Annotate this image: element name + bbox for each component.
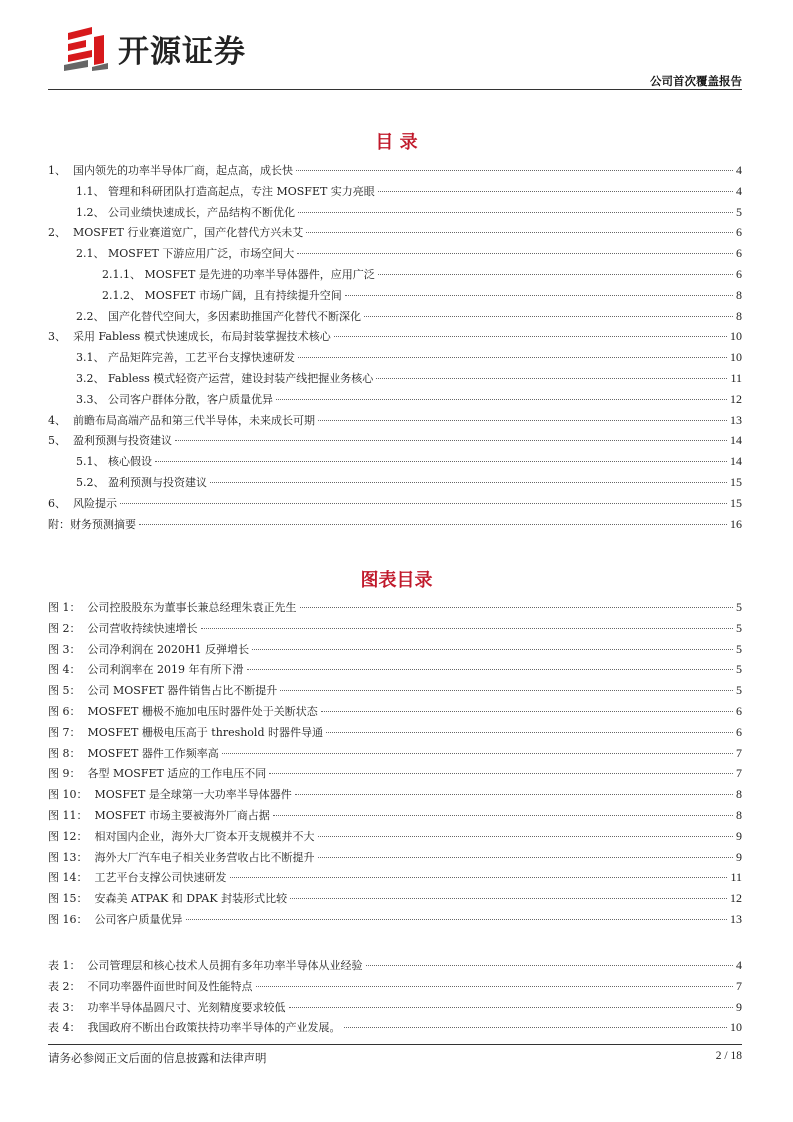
toc-entry-number: 附： bbox=[48, 517, 70, 531]
figure-entry[interactable] bbox=[48, 784, 742, 804]
toc-entry-number: 5、 bbox=[48, 434, 73, 448]
toc-entry-number: 2.1、 bbox=[76, 247, 108, 261]
figure-entry-page: 5 bbox=[736, 600, 742, 614]
table-entry[interactable] bbox=[48, 1017, 742, 1037]
toc-entry-number: 1.1、 bbox=[76, 184, 108, 198]
figure-entry-page: 11 bbox=[730, 870, 742, 885]
figure-entry[interactable] bbox=[48, 867, 742, 887]
logo-mark-icon bbox=[62, 25, 110, 71]
toc-entry-page: 4 bbox=[736, 183, 742, 198]
toc-entry-page: 10 bbox=[730, 350, 742, 365]
dot-leader bbox=[326, 732, 733, 733]
table-entry[interactable] bbox=[48, 997, 742, 1017]
page-number: 2 / 18 bbox=[715, 1050, 742, 1062]
brand-logo bbox=[62, 24, 246, 72]
figure-entry-title: 工艺平台支撑公司快速研发 bbox=[94, 871, 227, 885]
dot-leader bbox=[139, 524, 727, 525]
figure-entry[interactable] bbox=[48, 639, 742, 659]
figure-entry-number: 图 11： bbox=[48, 809, 95, 822]
figure-entry-title: 公司营收持续快速增长 bbox=[87, 621, 198, 635]
toc-entry[interactable] bbox=[48, 451, 742, 471]
dot-leader bbox=[222, 753, 733, 754]
toc-entry-title: MOSFET 市场广阔，且有持续提升空间 bbox=[144, 288, 342, 302]
table-entry-page: 10 bbox=[730, 1020, 742, 1035]
toc-entry[interactable] bbox=[48, 410, 742, 430]
dot-leader bbox=[378, 274, 733, 275]
figure-entry-number: 图 1： bbox=[48, 601, 88, 614]
toc-entry-number: 1、 bbox=[48, 164, 73, 177]
figure-entry[interactable] bbox=[48, 805, 742, 825]
figure-entry[interactable] bbox=[48, 888, 742, 908]
figure-entry[interactable] bbox=[48, 680, 742, 700]
toc-entry-number: 6、 bbox=[48, 496, 73, 510]
figure-entry-title: 海外大厂汽车电子相关业务营收占比不断提升 bbox=[94, 850, 315, 864]
toc-entry[interactable] bbox=[48, 285, 742, 305]
figure-entry-page: 12 bbox=[730, 891, 742, 906]
header-divider bbox=[48, 89, 742, 90]
figure-entry-number: 图 8： bbox=[48, 746, 88, 760]
dot-leader bbox=[276, 399, 727, 400]
toc-entry-number: 1.2、 bbox=[76, 205, 108, 219]
toc-entry-number: 5.1、 bbox=[76, 455, 108, 469]
toc-entry-number: 5.2、 bbox=[76, 476, 108, 489]
toc-entry-page: 8 bbox=[736, 287, 742, 302]
toc-entry[interactable] bbox=[48, 160, 742, 180]
toc-entry-title: 盈利预测与投资建议 bbox=[108, 476, 207, 489]
table-entry-number: 表 4： bbox=[48, 1021, 88, 1035]
footer-divider bbox=[48, 1044, 742, 1045]
figure-entry-title: MOSFET 器件工作频率高 bbox=[87, 746, 219, 760]
toc-entry[interactable] bbox=[48, 243, 742, 263]
toc-entry[interactable] bbox=[48, 264, 742, 284]
dot-leader bbox=[120, 503, 727, 504]
figure-entry-page: 5 bbox=[736, 683, 742, 698]
dot-leader bbox=[321, 711, 733, 712]
figure-entry-title: 公司 MOSFET 器件销售占比不断提升 bbox=[87, 684, 278, 698]
toc-entry-number: 2.2、 bbox=[76, 309, 108, 323]
table-entry-title: 不同功率器件面世时间及性能特点 bbox=[87, 979, 253, 993]
toc-entry-page: 15 bbox=[730, 495, 742, 510]
figure-entry-number: 图 6： bbox=[48, 705, 88, 718]
toc-entry-page: 6 bbox=[736, 267, 742, 281]
table-entry[interactable] bbox=[48, 976, 742, 996]
figure-entry-title: MOSFET 市场主要被海外厂商占据 bbox=[94, 809, 270, 822]
toc-entry-number: 3.1、 bbox=[76, 351, 108, 365]
figure-entry-page: 5 bbox=[736, 662, 742, 677]
toc-entry-title: 国产化替代空间大，多因素助推国产化替代不断深化 bbox=[108, 309, 361, 323]
figure-entry[interactable] bbox=[48, 909, 742, 929]
dot-leader bbox=[376, 378, 727, 379]
toc-entry-title: Fabless 模式轻资产运营，建设封装产线把握业务核心 bbox=[108, 372, 374, 385]
table-entry-page: 4 bbox=[736, 958, 742, 972]
dot-leader bbox=[252, 649, 733, 650]
table-entry-number: 表 1： bbox=[48, 959, 88, 972]
dot-leader bbox=[344, 1027, 728, 1028]
figure-entry-page: 9 bbox=[736, 828, 742, 843]
logo-text: 开源证券 bbox=[118, 33, 246, 70]
toc-entry-title: 前瞻布局高端产品和第三代半导体，未来成长可期 bbox=[73, 413, 315, 427]
figure-entry-title: 公司净利润在 2020H1 反弹增长 bbox=[87, 642, 250, 656]
toc-entry-number: 2.1.2、 bbox=[102, 288, 145, 302]
dot-leader bbox=[297, 253, 733, 254]
toc-entry-page: 6 bbox=[736, 246, 742, 261]
dot-leader bbox=[280, 690, 733, 691]
dot-leader bbox=[175, 440, 727, 441]
toc-entry-title: 核心假设 bbox=[108, 455, 152, 469]
toc-entry-page: 6 bbox=[736, 225, 742, 240]
figure-entry-title: 安森美 ATPAK 和 DPAK 封装形式比较 bbox=[94, 892, 288, 906]
dot-leader bbox=[290, 898, 727, 899]
figure-entry[interactable] bbox=[48, 847, 742, 867]
dot-leader bbox=[334, 336, 727, 337]
toc-entry-page: 4 bbox=[736, 163, 742, 177]
figure-entry-number: 图 5： bbox=[48, 684, 88, 698]
toc-entry-page: 5 bbox=[736, 204, 742, 219]
table-entry-number: 表 2： bbox=[48, 979, 88, 993]
dot-leader bbox=[345, 295, 733, 296]
toc-entry-number: 3.3、 bbox=[76, 392, 108, 406]
dot-leader bbox=[295, 794, 733, 795]
figure-entry-page: 6 bbox=[736, 724, 742, 739]
figure-entry-title: 各型 MOSFET 适应的工作电压不同 bbox=[87, 767, 267, 781]
toc-entry[interactable] bbox=[48, 326, 742, 346]
figure-entry-number: 图 3： bbox=[48, 642, 88, 656]
table-entry-title: 我国政府不断出台政策扶持功率半导体的产业发展。 bbox=[87, 1021, 341, 1035]
toc-entry-number: 2、 bbox=[48, 226, 73, 240]
toc-entry[interactable] bbox=[48, 430, 742, 450]
dot-leader bbox=[306, 232, 733, 233]
dot-leader bbox=[273, 815, 733, 816]
figure-entry[interactable] bbox=[48, 618, 742, 638]
toc-entry[interactable] bbox=[48, 389, 742, 409]
figure-entry[interactable] bbox=[48, 826, 742, 846]
page-header bbox=[0, 0, 793, 95]
figure-entry-title: 公司控股股东为董事长兼总经理朱袁正先生 bbox=[87, 601, 297, 614]
toc-entry-number: 2.1.1、 bbox=[102, 268, 145, 281]
toc-entry-page: 14 bbox=[730, 454, 742, 469]
table-entry-title: 功率半导体晶圆尺寸、光刻精度要求较低 bbox=[87, 1000, 286, 1014]
figure-entry-title: 相对国内企业，海外大厂资本开支规模并不大 bbox=[94, 829, 315, 843]
toc-title: 目 录 bbox=[375, 132, 418, 153]
figure-entry-page: 7 bbox=[736, 745, 742, 760]
toc-entry-title: MOSFET 下游应用广泛，市场空间大 bbox=[108, 247, 295, 261]
toc-entry-number: 4、 bbox=[48, 413, 73, 427]
toc-entry-title: MOSFET 是先进的功率半导体器件，应用广泛 bbox=[144, 268, 375, 281]
toc-entry-title: MOSFET 行业赛道宽广，国产化替代方兴未艾 bbox=[73, 226, 304, 240]
dot-leader bbox=[296, 170, 733, 171]
figure-entry-number: 图 15： bbox=[48, 892, 95, 906]
table-entry-page: 9 bbox=[736, 999, 742, 1014]
toc-entry-title: 管理和科研团队打造高起点，专注 MOSFET 实力亮眼 bbox=[108, 184, 375, 198]
figure-entry-number: 图 14： bbox=[48, 871, 95, 885]
toc-entry-title: 公司客户群体分散，客户质量优异 bbox=[108, 392, 273, 406]
dot-leader bbox=[364, 316, 733, 317]
dot-leader bbox=[300, 607, 734, 608]
figure-entry-page: 5 bbox=[736, 620, 742, 635]
figure-entry-page: 13 bbox=[730, 912, 742, 926]
figure-entry-page: 9 bbox=[736, 849, 742, 864]
dot-leader bbox=[298, 212, 733, 213]
dot-leader bbox=[318, 420, 727, 421]
figure-entry-number: 图 16： bbox=[48, 913, 95, 926]
dot-leader bbox=[318, 857, 734, 858]
dot-leader bbox=[155, 461, 727, 462]
table-entry[interactable] bbox=[48, 955, 742, 975]
figure-entry-number: 图 2： bbox=[48, 621, 88, 635]
dot-leader bbox=[201, 628, 734, 629]
figure-entry[interactable] bbox=[48, 743, 742, 763]
toc-entry-title: 财务预测摘要 bbox=[70, 517, 136, 531]
figure-entry-number: 图 10： bbox=[48, 788, 95, 802]
report-type-label: 公司首次覆盖报告 bbox=[650, 74, 742, 88]
toc-entry-page: 8 bbox=[736, 308, 742, 323]
dot-leader bbox=[378, 191, 733, 192]
table-entry-title: 公司管理层和核心技术人员拥有多年功率半导体从业经验 bbox=[87, 959, 363, 972]
table-entry-number: 表 3： bbox=[48, 1000, 88, 1014]
toc-entry[interactable] bbox=[48, 514, 742, 534]
toc-entry-number: 3、 bbox=[48, 330, 73, 344]
dot-leader bbox=[230, 877, 728, 878]
table-entry-page: 7 bbox=[736, 978, 742, 993]
toc-entry[interactable] bbox=[48, 493, 742, 513]
dot-leader bbox=[269, 773, 733, 774]
dot-leader bbox=[318, 836, 734, 837]
toc-entry[interactable] bbox=[48, 472, 742, 492]
figure-entry-title: MOSFET 栅极电压高于 threshold 时器件导通 bbox=[87, 725, 323, 739]
figure-entry-title: MOSFET 是全球第一大功率半导体器件 bbox=[94, 788, 292, 802]
toc-entry-page: 16 bbox=[730, 516, 742, 531]
figure-entry-number: 图 13： bbox=[48, 850, 95, 864]
figure-entry-page: 7 bbox=[736, 766, 742, 781]
footer-disclaimer: 请务必参阅正文后面的信息披露和法律声明 bbox=[48, 1051, 267, 1065]
figure-entry-page: 6 bbox=[736, 704, 742, 718]
toc-entry[interactable] bbox=[48, 347, 742, 367]
figure-entry-number: 图 4： bbox=[48, 663, 88, 677]
dot-leader bbox=[186, 919, 728, 920]
toc-entry-page: 15 bbox=[730, 475, 742, 489]
figure-entry-page: 5 bbox=[736, 641, 742, 656]
figure-entry-number: 图 9： bbox=[48, 767, 88, 781]
dot-leader bbox=[210, 482, 727, 483]
figure-entry[interactable] bbox=[48, 701, 742, 721]
figure-entry[interactable] bbox=[48, 763, 742, 783]
toc-entry[interactable] bbox=[48, 222, 742, 242]
figure-entry-title: MOSFET 栅极不施加电压时器件处于关断状态 bbox=[87, 705, 318, 718]
toc-entry-title: 产品矩阵完善，工艺平台支撑快速研发 bbox=[108, 351, 295, 365]
toc-entry-title: 采用 Fabless 模式快速成长，布局封装掌握技术核心 bbox=[73, 330, 331, 344]
dot-leader bbox=[366, 965, 734, 966]
figure-entry-page: 8 bbox=[736, 808, 742, 822]
figures-toc-title: 图表目录 bbox=[360, 570, 433, 591]
dot-leader bbox=[289, 1007, 734, 1008]
toc-entry-title: 盈利预测与投资建议 bbox=[73, 434, 172, 448]
toc-entry-page: 10 bbox=[730, 329, 742, 344]
toc-entry-title: 国内领先的功率半导体厂商，起点高，成长快 bbox=[73, 164, 293, 177]
dot-leader bbox=[298, 357, 727, 358]
toc-entry[interactable] bbox=[48, 368, 742, 388]
toc-entry-number: 3.2、 bbox=[76, 372, 108, 385]
figure-entry-number: 图 7： bbox=[48, 725, 88, 739]
toc-entry-title: 风险提示 bbox=[73, 496, 117, 510]
toc-entry-page: 14 bbox=[730, 433, 742, 448]
toc-entry[interactable] bbox=[48, 202, 742, 222]
figure-entry-title: 公司客户质量优异 bbox=[94, 913, 183, 926]
toc-entry[interactable] bbox=[48, 306, 742, 326]
toc-entry-page: 13 bbox=[730, 412, 742, 427]
figure-entry-number: 图 12： bbox=[48, 829, 95, 843]
dot-leader bbox=[247, 669, 734, 670]
toc-entry-page: 12 bbox=[730, 391, 742, 406]
figure-entry[interactable] bbox=[48, 659, 742, 679]
dot-leader bbox=[256, 986, 734, 987]
toc-entry[interactable] bbox=[48, 181, 742, 201]
figure-entry-page: 8 bbox=[736, 787, 742, 802]
figure-entry-title: 公司利润率在 2019 年有所下滑 bbox=[87, 663, 244, 677]
toc-entry-page: 11 bbox=[730, 371, 742, 385]
figure-entry[interactable] bbox=[48, 722, 742, 742]
toc-entry-title: 公司业绩快速成长，产品结构不断优化 bbox=[108, 205, 295, 219]
figure-entry[interactable] bbox=[48, 597, 742, 617]
